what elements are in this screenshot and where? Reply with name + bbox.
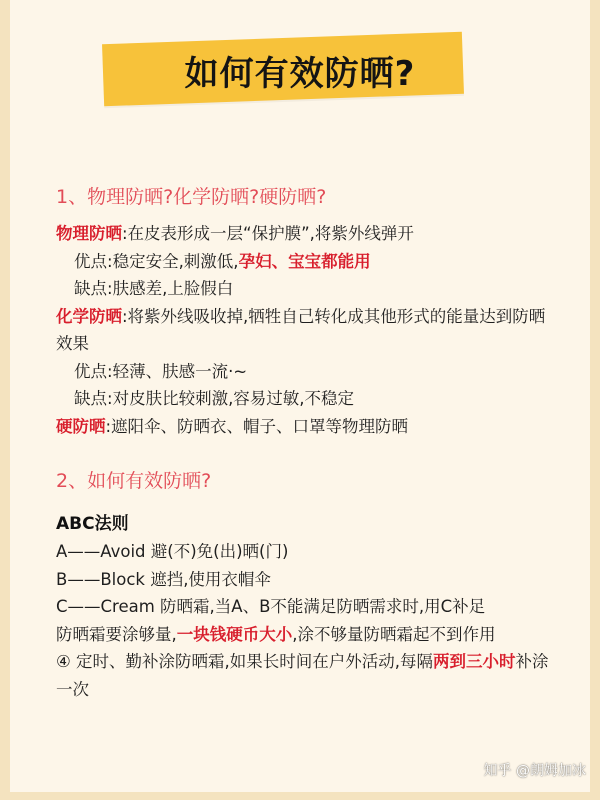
- physical-sunscreen-term: 物理防晒: [56, 224, 122, 243]
- chemical-sunscreen-line: [56, 303, 556, 358]
- physical-pros-label: 优点:: [74, 251, 113, 271]
- reapply-post: 补涂一次: [56, 652, 549, 699]
- abc-rule-title: ABC法则: [56, 514, 129, 534]
- physical-sunscreen-line: [56, 220, 556, 248]
- hard-sunscreen-desc: :遮阳伞、防晒衣、帽子、口罩等物理防晒: [105, 416, 409, 436]
- chemical-pros-label: 优点:: [74, 361, 113, 381]
- section-heading-1: 1、物理防晒?化学防晒?硬防晒?: [56, 186, 327, 208]
- physical-cons-line: [56, 275, 556, 303]
- chemical-cons-text: 对皮肤比较刺激,容易过敏,不稳定: [112, 389, 355, 408]
- reapply-highlight: 两到三小时: [433, 652, 516, 671]
- physical-pros-line: [56, 248, 556, 276]
- physical-pros-text: 稳定安全,刺激低,: [112, 251, 239, 271]
- chemical-sunscreen-term: 化学防晒: [56, 306, 122, 326]
- rule-b-line: B——Block 遮挡,使用衣帽伞: [56, 569, 271, 589]
- physical-cons-label: 缺点:: [74, 279, 113, 298]
- chemical-cons-label: 缺点:: [74, 389, 113, 408]
- main-content: [56, 180, 556, 703]
- reapply-pre: ④ 定时、勤补涂防晒霜,如果长时间在户外活动,每隔: [56, 652, 434, 671]
- physical-pros-highlight: 孕妇、宝宝都能用: [238, 251, 371, 271]
- chemical-sunscreen-desc: :将紫外线吸收掉,牺牲自己转化成其他形式的能量达到防晒效果: [56, 306, 546, 353]
- hard-sunscreen-term: 硬防晒: [56, 416, 106, 436]
- frame-bottom-border: [0, 792, 600, 800]
- chemical-pros-text: 轻薄、肤感一流·~: [112, 361, 248, 381]
- spacer: [56, 498, 556, 510]
- section-heading-2: 2、如何有效防晒?: [56, 470, 212, 492]
- reapply-line: [56, 648, 556, 703]
- physical-cons-text: 肤感差,上脸假白: [112, 279, 234, 298]
- chemical-pros-line: [56, 358, 556, 386]
- amount-highlight: 一块钱硬币大小: [176, 624, 293, 644]
- frame-right-border: [590, 0, 600, 800]
- chemical-cons-line: [56, 385, 556, 413]
- amount-post: ,涂不够量防晒霜起不到作用: [292, 624, 496, 644]
- frame-left-border: [0, 0, 10, 800]
- physical-sunscreen-desc: :在皮表形成一层“保护膜”,将紫外线弹开: [122, 224, 414, 243]
- page-title: 如何有效防晒?: [184, 54, 416, 94]
- amount-pre: 防晒霜要涂够量,: [56, 624, 177, 644]
- watermark: 知乎 @朗姆加冰: [483, 763, 586, 779]
- rule-c-line: C——Cream 防晒霜,当A、B不能满足防晒需求时,用C补足: [56, 597, 486, 616]
- amount-line: [56, 621, 556, 649]
- hard-sunscreen-line: [56, 413, 556, 441]
- rule-a-line: A——Avoid 避(不)免(出)晒(门): [56, 542, 289, 561]
- spacer: [56, 440, 556, 464]
